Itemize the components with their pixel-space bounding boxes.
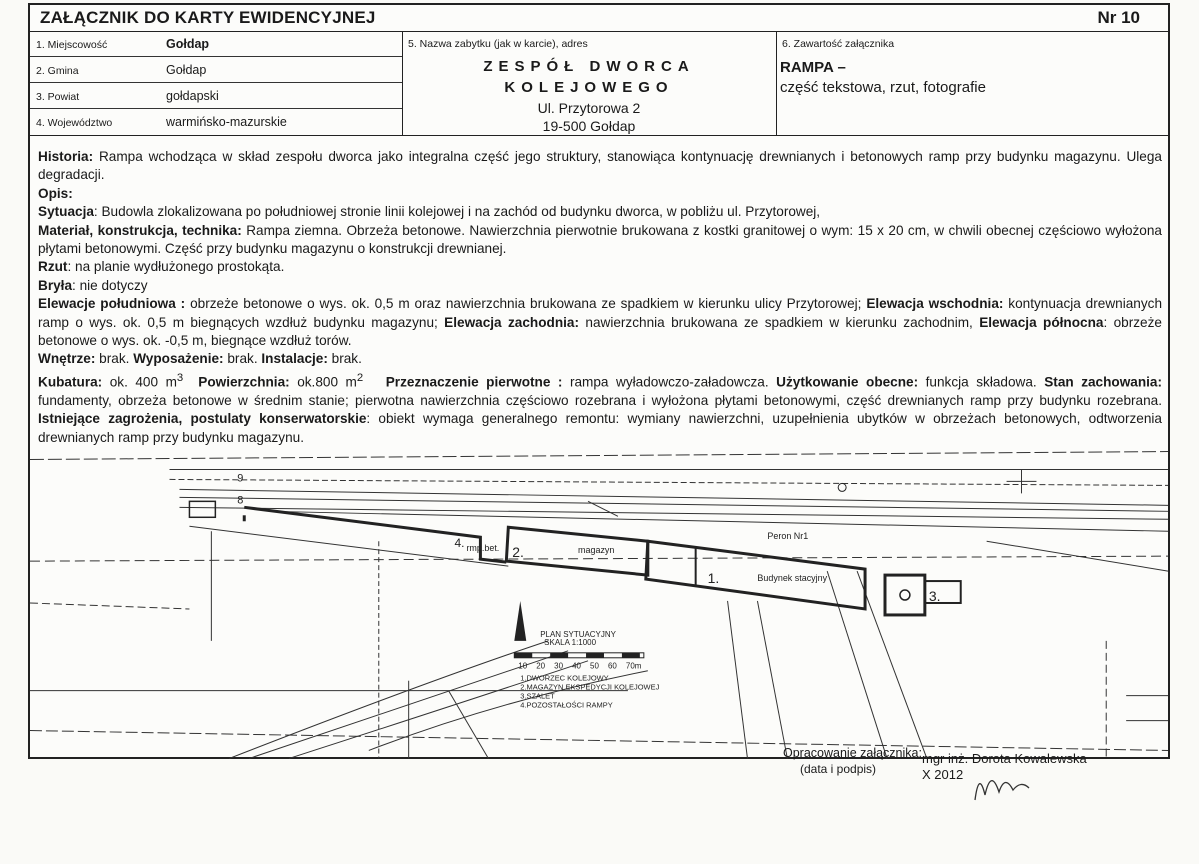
building-1-dworzec (646, 541, 865, 609)
contents-title: RAMPA – (780, 59, 846, 76)
magazyn-label: magazyn (578, 545, 615, 556)
material-text: Rampa ziemna. Obrzeża betonowe. Nawierzchnia pierwotnie brukowana z kostki granitowej o wym: 15 x 20 cm, w chwili obecnej częściowo wyłożona płytami betonowymi. Część przy budynku magazynu o konstrukcji drewnianej. (38, 222, 1162, 257)
scale-tick: 50 (590, 661, 599, 671)
wnetrze-label: Wnętrze: (38, 351, 96, 367)
field-value: Gołdap (166, 37, 210, 51)
material-paragraph (38, 222, 1162, 259)
bryla-paragraph (38, 277, 1162, 295)
field-row-gmina (30, 57, 402, 83)
elewacja-zach-label: Elewacja zachodnia: (444, 314, 579, 330)
signature-icon (965, 760, 1035, 810)
zagrozenia-text: : obiekt wymaga generalnego remontu: wymiany nawierzchni, uzupełnienia ubytków w obrzeżach betonowych, odtworzenia drewnianych ramp przy budynku magazynu. (38, 411, 1162, 445)
document-number: Nr 10 (1097, 8, 1140, 27)
document-title: ZAŁĄCZNIK DO KARTY EWIDENCYJNEJ (40, 8, 376, 27)
header-table (30, 31, 1168, 136)
powierzchnia-label: Powierzchnia: (198, 374, 290, 390)
wyposazenie-label: Wyposażenie: (133, 351, 224, 367)
peron-label: Peron Nr1 (767, 531, 809, 542)
elewacje-paragraph (38, 295, 1162, 350)
field-label: 2. Gmina (36, 65, 79, 77)
sytuacja-paragraph (38, 203, 1162, 221)
elewacja-wsch-text: kontynuacja drewnianych ramp o wys. ok. 0,5 m biegnących wzdłuż budynku magazynu; (38, 296, 1163, 330)
wnetrze-paragraph (38, 350, 1162, 368)
field-value: warmińsko-mazurskie (166, 115, 287, 129)
stan-text: fundamenty, obrzeża betonowe w średnim stanie; pierwotna nawierzchnia częściowo rozebrana i wyłożona płytami betonowymi, część drewnianych ramp przy budynku rozebrana. (38, 392, 1162, 408)
contents-label: 6. Zawartość załącznika (782, 38, 895, 50)
field-label: 1. Miejscowość (36, 39, 108, 51)
contents-column (776, 31, 1168, 135)
opis-label: Opis: (38, 185, 73, 201)
elewacja-wsch-label: Elewacja wschodnia: (866, 296, 1004, 312)
monument-name-line2: KOLEJOWEGO (504, 79, 674, 96)
wnetrze-text: brak. (95, 351, 134, 367)
historia-paragraph (38, 148, 1162, 185)
bryla-label: Bryła (38, 277, 73, 293)
scale-tick: 30 (554, 661, 564, 671)
small-building (189, 501, 215, 517)
building-1-number: 1. (707, 570, 720, 587)
zagrozenia-label: Istniejące zagrożenia, postulaty konserwatorskie (38, 411, 367, 427)
monument-column (402, 31, 777, 135)
historia-label: Historia: (38, 149, 94, 164)
field-row-powiat (30, 83, 402, 109)
north-arrow-icon (514, 601, 526, 641)
sytuacja-label: Sytuacja (38, 204, 94, 220)
field-value: gołdapski (166, 89, 219, 103)
kubatura-text: ok. 400 m (102, 374, 177, 390)
legend-item: 2.MAGAZYN EKSPEDYCJI KOLEJOWEJ (520, 682, 660, 692)
track-8-label: 8 (237, 494, 244, 507)
elewacja-pn-text: : obrzeże betonowe o wys. ok. -0,5 m, biegnące wzdłuż torów. (38, 314, 1162, 349)
monument-label: 5. Nazwa zabytku (jak w karcie), adres (408, 38, 588, 50)
field-row-wojewodztwo (30, 109, 402, 135)
instalacje-text: brak. (327, 351, 362, 367)
elewacja-pn-label: Elewacja północna (979, 314, 1104, 330)
legend-item: 3.SZALET (520, 691, 555, 701)
building-2-number: 2. (512, 544, 524, 561)
scale-tick: 60 (607, 661, 617, 671)
uzytkowanie-text: funkcja składowa. (918, 374, 1045, 390)
track-9-label: 9 (237, 472, 244, 485)
monument-name-line1: ZESPÓŁ DWORCA (483, 58, 695, 75)
uzytkowanie-label: Użytkowanie obecne: (776, 374, 919, 390)
field-label: 4. Województwo (36, 117, 113, 129)
field-label: 3. Powiat (36, 91, 80, 103)
legend-item: 1.DWORZEC KOLEJOWY (520, 673, 609, 683)
rzut-label: Rzut (38, 259, 68, 275)
material-label: Materiał, konstrukcja, technika: (38, 222, 242, 238)
powierzchnia-sup: 2 (356, 371, 364, 384)
attachment-sheet (28, 3, 1170, 759)
budynek-label: Budynek stacyjny (757, 573, 828, 584)
prepared-by-label: Opracowanie załącznika: (783, 746, 922, 760)
bryla-text: : nie dotyczy (72, 277, 148, 293)
building-2-magazyn (506, 527, 648, 575)
rampa-label: rmp.bet. (466, 543, 500, 554)
plan-title: PLAN SYTUACYJNY (540, 629, 616, 639)
rzut-text: : na planie wydłużonego prostokąta. (67, 259, 285, 275)
elewacja-zach-text: nawierzchnia brukowana ze spadkiem w kierunku zachodnim, (579, 314, 980, 330)
elewacja-pd-label: Elewacje południowa : (38, 296, 186, 312)
rzut-paragraph (38, 258, 1162, 276)
kubatura-paragraph (38, 369, 1162, 447)
przeznaczenie-text: rampa wyładowczo-załadowcza. (562, 374, 777, 390)
building-3-szalet (885, 575, 925, 615)
legend-item: 4.POZOSTAŁOŚCI RAMPY (520, 700, 613, 710)
kubatura-label: Kubatura: (38, 374, 103, 390)
historia-text: Rampa wchodząca w skład zespołu dworca jako integralna część jego struktury, stanowiąca kontynuację drewnianych i betonowych ramp przy budynku magazynu. Ulega degradacji. (38, 149, 1162, 183)
monument-postal: 19-500 Gołdap (542, 118, 636, 134)
title-bar (30, 5, 1168, 32)
scale-tick: 40 (572, 661, 581, 671)
location-column (30, 31, 403, 135)
plan-scale: SKALA 1:1000 (544, 637, 597, 647)
instalacje-label: Instalacje: (261, 351, 328, 367)
building-3-number: 3. (928, 587, 941, 604)
author-name: mgr inż. Dorota Kowalewska (922, 751, 1087, 766)
przeznaczenie-label: Przeznaczenie pierwotne : (385, 374, 563, 390)
opis-heading (38, 185, 1162, 203)
scale-tick: 70m (625, 661, 642, 671)
field-value: Gołdap (166, 63, 207, 77)
scale-tick: 20 (536, 661, 546, 671)
site-plan-map (30, 441, 1168, 759)
kubatura-sup: 3 (176, 371, 184, 384)
wyposazenie-text: brak. (223, 351, 262, 367)
prepared-date: X 2012 (922, 767, 964, 782)
rampa-number: 4. (454, 536, 465, 551)
description-text (38, 148, 1162, 447)
scale-tick: 10 (518, 661, 528, 671)
prepared-by-sublabel: (data i podpis) (800, 762, 877, 776)
monument-street: Ul. Przytorowa 2 (537, 100, 641, 116)
sytuacja-text: : Budowla zlokalizowana po południowej stronie linii kolejowej i na zachód od budynku dworca, w pobliżu ul. Przytorowej, (93, 204, 821, 220)
elewacja-pd-text: obrzeże betonowe o wys. ok. 0,5 m oraz nawierzchnia brukowana ze spadkiem w kierunku ulicy Przytorowej; (185, 296, 867, 312)
field-row-miejscowosc (30, 31, 402, 57)
stan-label: Stan zachowania: (1044, 374, 1163, 390)
powierzchnia-text: ok.800 m (289, 374, 357, 390)
contents-description: część tekstowa, rzut, fotografie (780, 79, 986, 96)
